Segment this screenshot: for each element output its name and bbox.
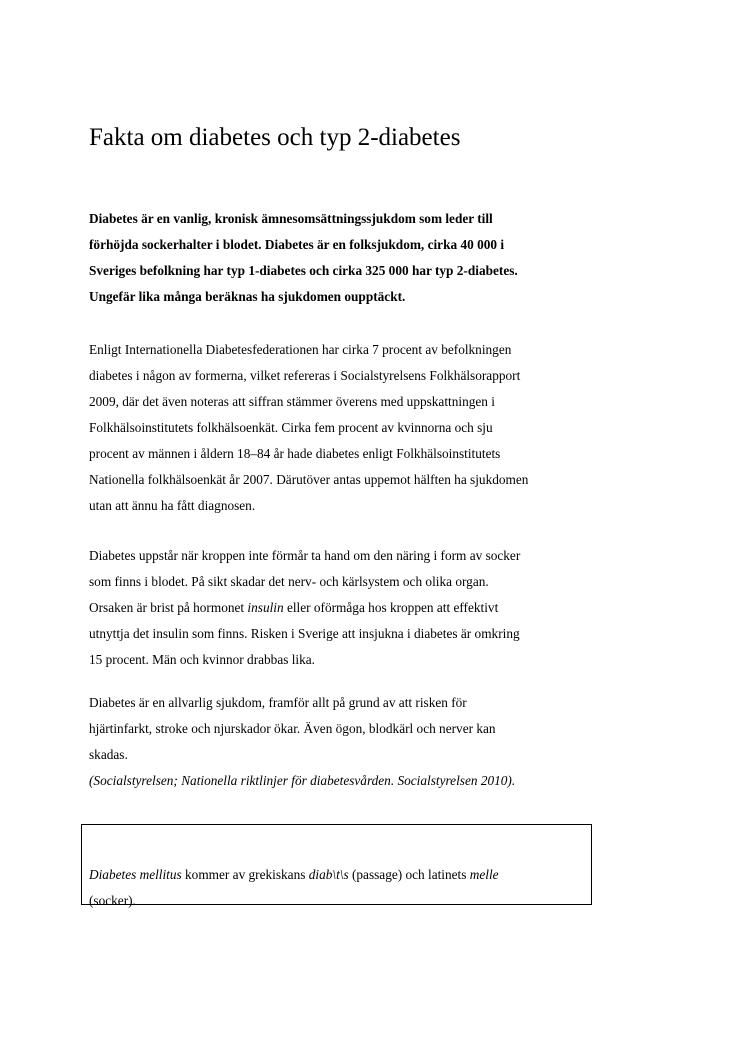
- citation: (Socialstyrelsen; Nationella riktlinjer för diabetesvården. Socialstyrelsen 2010).: [89, 773, 516, 788]
- lead-line: Diabetes är en vanlig, kronisk ämnesomsättningssjukdom som leder till: [89, 211, 493, 226]
- lead-paragraph: [89, 206, 649, 310]
- body-line: hjärtinfarkt, stroke och njurskador ökar. Även ögon, blodkärl och nerver kan: [89, 721, 496, 736]
- term-diabetes-mellitus: Diabetes mellitus: [89, 867, 182, 883]
- lead-line: förhöjda sockerhalter i blodet. Diabetes är en folksjukdom, cirka 40 000 i: [89, 237, 505, 252]
- body-line: Enligt Internationella Diabetesfederationen har cirka 7 procent av befolkningen: [89, 342, 512, 357]
- lead-line: Ungefär lika många beräknas ha sjukdomen oupptäckt.: [89, 289, 406, 304]
- etymology-box: [81, 824, 592, 909]
- body-line: procent av männen i åldern 18–84 år hade diabetes enligt Folkhälsoinstitutets: [89, 446, 501, 461]
- body-line: utan att ännu ha fått diagnosen.: [89, 498, 256, 513]
- body-line: diabetes i någon av formerna, vilket refereras i Socialstyrelsens Folkhälsorapport: [89, 368, 521, 383]
- body-line: Diabetes uppstår när kroppen inte förmår ta hand om den näring i form av socker: [89, 548, 521, 563]
- note-text: kommer av grekiskans: [181, 867, 309, 883]
- body-line: [89, 595, 649, 621]
- insulin-term: insulin: [247, 600, 284, 615]
- latin-word: melle: [469, 867, 499, 883]
- body-text: Orsaken är brist på hormonet: [89, 600, 248, 615]
- note-line: [89, 862, 499, 888]
- body-text: eller oförmåga hos kroppen att effektivt: [283, 600, 499, 615]
- body-line: Diabetes är en allvarlig sjukdom, framför allt på grund av att risken för: [89, 695, 467, 710]
- body-line: utnyttja det insulin som finns. Risken i Sverige att insjukna i diabetes är omkring: [89, 626, 520, 641]
- body-line: 2009, där det även noteras att siffran stämmer överens med uppskattningen i: [89, 394, 495, 409]
- page-title: Fakta om diabetes och typ 2-diabetes: [89, 124, 461, 151]
- note-line: (socker).: [89, 893, 136, 909]
- complications-paragraph: [89, 690, 649, 794]
- cause-paragraph: [89, 543, 649, 673]
- lead-line: Sveriges befolkning har typ 1-diabetes och cirka 325 000 har typ 2-diabetes.: [89, 263, 518, 278]
- note-text: (passage) och latinets: [348, 867, 470, 883]
- prevalence-paragraph: [89, 337, 649, 519]
- body-line: Folkhälsoinstitutets folkhälsoenkät. Cirka fem procent av kvinnorna och sju: [89, 420, 493, 435]
- body-line: som finns i blodet. På sikt skadar det nerv- och kärlsystem och olika organ.: [89, 574, 489, 589]
- greek-word: diab\t\s: [308, 867, 349, 883]
- body-line: 15 procent. Män och kvinnor drabbas lika.: [89, 652, 315, 667]
- etymology-note: [89, 862, 499, 914]
- body-line: skadas.: [89, 747, 128, 762]
- body-line: Nationella folkhälsoenkät år 2007. Därutöver antas uppemot hälften ha sjukdomen: [89, 472, 529, 487]
